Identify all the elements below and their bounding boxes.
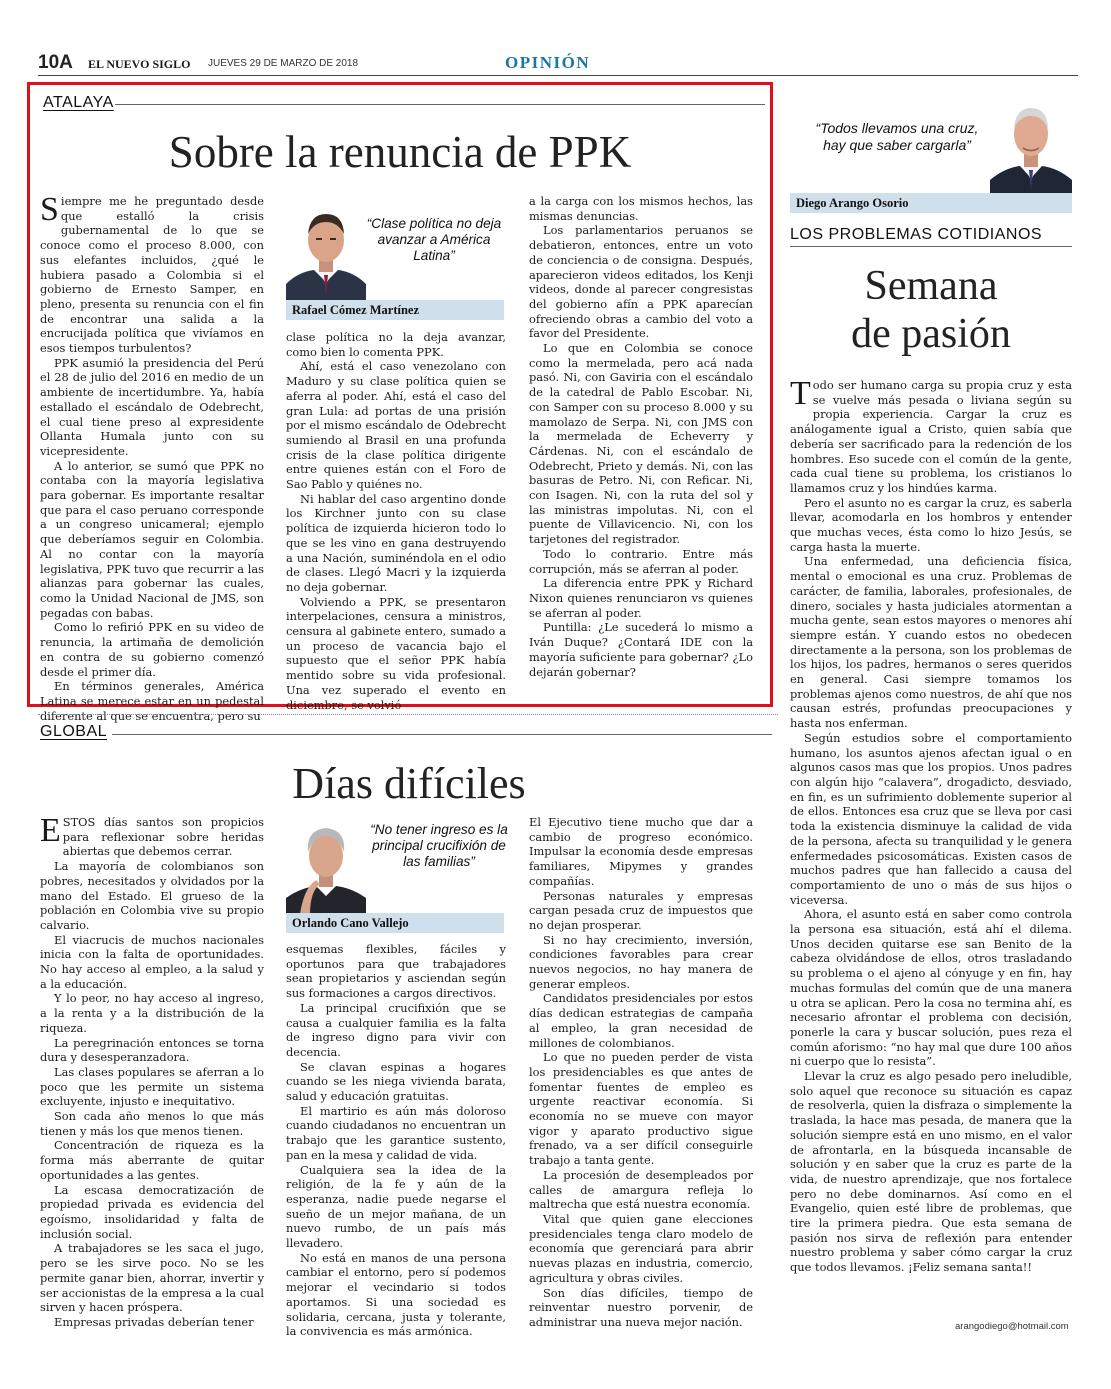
paragraph: Vital que quien gane elecciones presidenciales tenga claro modelo de economía que gerenciará para abrir nuevas plazas en industria, comercio, agricultura y obras civiles.	[529, 1211, 753, 1285]
title-line-1: Semana	[864, 263, 998, 309]
page-number: 10A	[38, 52, 73, 73]
title-line-2: de pasión	[851, 311, 1011, 357]
paragraph: La diferencia entre PPK y Richard Nixon quienes renunciaron vs quienes se aferran al poder.	[529, 576, 753, 620]
kicker-problemas-cotidianos: LOS PROBLEMAS COTIDIANOS	[790, 226, 1043, 243]
kicker-rule	[115, 104, 765, 105]
kicker-rule	[790, 246, 1072, 247]
section-divider	[38, 714, 778, 715]
pull-quote: “Clase política no deja avanzar a América Latina”	[366, 216, 502, 263]
paragraph: Ahora, el asunto está en saber como controla la persona esa situación, está ahí el dilema. Unos deciden quitarse ese san Benito de la cabeza olvidándose de ellos, otros trasladando su problema o el ajeno al cónyuge y en fin, hay muchas formulas del común que de una manera u otra se aplican. Pero la cosa no termina ahí, es necesario afrontar el problema con decisión, ponerle la cara y buscar solución, pues reza el común aforismo: “no hay mal que dure 100 años ni cuerpo que lo resista”.	[790, 907, 1072, 1069]
paragraph: Llevar la cruz es algo pesado pero ineludible, solo aquel que reconoce su situación es capaz de resolverla, quien la disfraza o simplemente la traslada, la hace mas pesada, de manera que la solución siempre está en uno mismo, en el valor de afrontarla, en la búsqueda incansable de solución y en saber que la cruz es parte de la vida, de nuestro aprendizaje, que nos fortalece pero no debe dominarnos. Así como en el Evangelio, quien esté libre de problemas, que tire la primera piedra. Que esta semana de pasión nos sirva de reflexión para entender nuestro problema y saber cómo cargar la cruz que todos llevamos. ¡Feliz semana santa!!	[790, 1069, 1072, 1275]
paragraph: Personas naturales y empresas cargan pesada cruz de impuestos que no dejan prosperar.	[529, 888, 753, 932]
author-photo	[990, 94, 1072, 194]
paragraph: Todo ser humano carga su propia cruz y esta se vuelve más pesada o liviana según su propia experiencia. Cargar la cruz es análogamente igual a Cristo, quien sabía que debería ser sacrificado para la redención de los hombres. Eso sucede con el común de la gente, cada cual tiene su problema, los cristianos lo llamamos cruz y los hindúes karma.	[790, 375, 1072, 495]
paragraph: Concentración de riqueza es la forma más aberrante de quitar oportunidades a las gentes.	[40, 1138, 264, 1182]
paragraph: No está en manos de una persona cambiar el entorno, pero sí podemos mejorar el vecindario si todos aportamos. Si una sociedad es solidaria, cercana, justa y tolerante, la convivencia es más armónica.	[286, 1250, 506, 1339]
kicker-global: GLOBAL	[40, 723, 108, 740]
paragraph: El viacrucis de muchos nacionales inicia con la falta de oportunidades. No hay acceso al empleo, a la salud y a la educación.	[40, 932, 264, 991]
author-photo	[286, 202, 366, 300]
paragraph: Una enfermedad, una deficiencia física, mental o emocional es una cruz. Problemas de carácter, de familia, laborales, profesionales, de dinero, sociales y hasta judiciales atormentan a mucha gente, sean estos mayores o menores ahí siempre están. Y cuando estos no obedecen directamente a la persona, son los problemas de los hijos, los padres, hermanos o seres queridos en general. Casi siempre tomamos los problemas ajenos como nuestros, de ahí que nos causan estrés, profundas preocupaciones y hasta nos enferman.	[790, 554, 1072, 731]
issue-date: JUEVES 29 DE MARZO DE 2018	[208, 58, 359, 69]
paragraph: Todo lo contrario. Entre más corrupción, más se aferran al poder.	[529, 546, 753, 576]
article-title: Sobre la renuncia de PPK	[168, 127, 632, 177]
paragraph: La peregrinación entonces se torna dura y desesperanzadora.	[40, 1035, 264, 1065]
author-portrait-icon	[286, 202, 366, 300]
article1-column-2	[286, 330, 506, 712]
paragraph: A lo anterior, se sumó que PPK no contaba con la mayoría legislativa para gobernar. Es importante resaltar que para el caso peruano corresponde a un congreso unicameral; ejemplo que deberíamos seguir en Colombia. Al no contar con la mayoría legislativa, PPK tuvo que recurrir a las alianzas para gobernar las cuales, como la Unidad Nacional de JMS, son pegadas con babas.	[40, 458, 264, 620]
paragraph: Los parlamentarios peruanos se debatieron, entonces, entre un voto de conciencia o de consigna. Después, aparecieron videos editados, los Kenji videos, donde al parecer congresistas del gobierno afín a PPK aparecían ofreciendo obras a cambio del voto a favor del Presidente.	[529, 223, 753, 341]
paragraph: esquemas flexibles, fáciles y oportunos para que trabajadores sean propietarios y asciendan según sus formaciones a cargos directivos.	[286, 942, 506, 1001]
paragraph: a la carga con los mismos hechos, las mismas denuncias.	[529, 194, 753, 223]
paragraph: Pero el asunto no es cargar la cruz, es saberla llevar, acomodarla en los hombros y entender que muchas veces, ésta como lo hizo Jesús, se carga hasta la muerte.	[790, 495, 1072, 554]
paragraph: Volviendo a PPK, se presentaron interpelaciones, censura a ministros, censura al gabinete entero, sumado a un proceso de vacancia bajo el supuesto que el señor PPK había mentido sobre su vida profesional. Una vez superado el evento en diciembre, se volvió	[286, 594, 506, 712]
pull-quote: “Todos llevamos una cruz, hay que saber cargarla”	[815, 120, 979, 153]
paragraph: Son cada año menos lo que más tienen y más los que menos tienen.	[40, 1109, 264, 1138]
paragraph: Según estudios sobre el comportamiento humano, los asuntos ajenos afectan igual o en algunos casos mas que los propios. Unos padres con algún hijo “calavera”, drogadicto, desviado, en fin, es un sufrimiento doblemente superior al de ellos. Entonces esa cruz que se lleva por casi toda la existencia disminuye la calidad de vida de la persona, afecta su tranquilidad y le genera enfermedades psicosomáticas. Existen casos de muchos padres que han fallecido a causa del comportamiento de uno o más de sus hijos o viceversa.	[790, 730, 1072, 907]
paragraph: La escasa democratización de propiedad privada es evidencia del egoísmo, insolidaridad y falta de inclusión social.	[40, 1182, 264, 1241]
paragraph: Se clavan espinas a hogares cuando se les niega vivienda barata, salud y educación gratuitas.	[286, 1059, 506, 1104]
page-header	[38, 52, 1078, 76]
article3-column-2	[286, 942, 506, 1339]
paragraph: Cualquiera sea la idea de la religión, de la fe y aún de la esperanza, nadie puede negarse el sueño de un mejor mañana, de un nuevo rumbo, de un país más llevadero.	[286, 1162, 506, 1251]
article1-column-1	[40, 191, 264, 723]
paragraph: En términos generales, América Latina se merece estar en un pedestal diferente al que se encuentra, pero su	[40, 679, 264, 723]
paragraph: La procesión de desempleados por calles de amargura refleja lo maltrecha que está nuestra economía.	[529, 1167, 753, 1212]
author-name: Rafael Cómez Martínez	[286, 300, 504, 320]
paragraph: La mayoría de colombianos son pobres, necesitados y olvidados por la mano del Estado. El grueso de la población en Colombia vive su propio calvario.	[40, 859, 264, 932]
paragraph: La principal crucifixión que se causa a cualquier familia es la falta de ingreso digno para vivir con decencia.	[286, 1000, 506, 1059]
paragraph: Empresas privadas deberían tener	[54, 1314, 254, 1329]
paragraph: Lo que en Colombia se conoce como la mermelada, pero acá nada pasó. Ni, con Gaviria con el escándalo de la catedral de Pablo Escobar. Ni, con Samper con su proceso 8.000 y su mamolazo de Serpa. Ni, con JMS con la mermelada de Echeverry y Cárdenas. Ni, con el escándalo de Odebrecht, Prieto y demás. Ni, con las basuras de Petro. Ni, con Reficar. Ni, con Isagen. Ni, con la ruta del sol y las ministras impolutas. Ni, con el puente de Villavicencio. Ni, con los tarjetones del registrador.	[529, 341, 753, 547]
article-title: Días difíciles	[292, 759, 526, 808]
article3-column-3	[529, 815, 753, 1335]
paragraph: Lo que no pueden perder de vista los presidenciables es que antes de fomentar fuentes de empleo es urgente reactivar economía. Si economía no se mueve con mayor vigor y aparato productivo sigue frenado, va a ser difícil conseguirle trabajo a tanta gente.	[529, 1050, 753, 1168]
article3-column-1	[40, 812, 264, 1335]
paragraph: PPK asumió la presidencia del Perú el 28 de julio del 2016 en medio de un ambiente de incertidumbre. Ya, había estallado el escándalo de Odebrecht, el cual tiene preso al expresidente Ollanta Humala junto con su vicepresidente.	[40, 355, 264, 458]
author-portrait-icon	[286, 818, 366, 914]
article2-body	[790, 375, 1072, 1314]
author-photo	[286, 818, 366, 914]
author-email: arangodiego@hotmail.com	[955, 1321, 1069, 1332]
article-title	[790, 262, 1072, 358]
author-name: Orlando Cano Vallejo	[286, 913, 504, 933]
paragraph: Candidatos presidenciales por estos días dedican estrategias de campaña al empleo, la gran necesidad de millones de colombianos.	[529, 991, 753, 1050]
author-portrait-icon	[990, 94, 1072, 194]
paragraph: El Ejecutivo tiene mucho que dar a cambio de progreso económico. Impulsar la economía desde empresas familiares, Mipymes y grandes compañías.	[529, 815, 753, 888]
paragraph: Puntilla: ¿Le sucederá lo mismo a Iván Duque? ¿Contará IDE con la mayoría suficiente para gobernar? ¿Lo dejarán gobernar?	[529, 620, 753, 679]
newspaper-name: EL NUEVO SIGLO	[88, 57, 191, 71]
paragraph: Y lo peor, no hay acceso al ingreso, a la renta y a la distribución de la riqueza.	[40, 991, 264, 1035]
paragraph: Las clases populares se aferran a lo poco que les permite un sistema excluyente, injusto e inequitativo.	[40, 1064, 264, 1109]
paragraph: El martirio es aún más doloroso cuando ciudadanos no encuentran un trabajo que les garantice sustento, pan en la mesa y calidad de vida.	[286, 1103, 506, 1162]
kicker-atalaya: ATALAYA	[43, 94, 114, 111]
paragraph: Son días difíciles, tiempo de reinventar nuestro porvenir, de administrar una nueva mejor nación.	[529, 1285, 753, 1329]
paragraph: Si no hay crecimiento, inversión, condiciones favorables para crear nuevos negocios, no hay manera de generar empleos.	[529, 932, 753, 991]
paragraph: Siempre me he preguntado desde que estalló la crisis gubernamental de lo que se conoce como el proceso 8.000, con sus elefantes incluidos, ¿qué le hubiera pasado a Colombia si el gobierno de Ernesto Samper, en pleno, presenta su renuncia con el fin de encontrar una salida a la encrucijada política que vivíamos en esos tiempos turbulentos?	[40, 191, 264, 356]
section-title: OPINIÓN	[505, 53, 591, 72]
paragraph: Ahí, está el caso venezolano con Maduro y su clase política quien se aferra al poder. Ahí, está el caso del gran Lula: ad portas de una prisión por el mismo escándalo de Odebrecht sumiendo al Brasil en una profunda crisis de la clase política dirigente entre quienes están con el Foro de Sao Pablo y quiénes no.	[286, 359, 506, 492]
kicker-rule	[112, 734, 772, 735]
article1-column-3	[529, 194, 753, 696]
paragraph: Como lo refirió PPK en su video de renuncia, la artimaña de demolición en contra de su gobierno comenzó desde el primer día.	[40, 620, 264, 679]
author-name: Diego Arango Osorio	[790, 193, 1072, 213]
paragraph: A trabajadores se les saca el jugo, pero se les sirve poco. No se les permite ganar bien, ahorrar, invertir y ser accionistas de la empresa a la cual sirven y hacen próspera.	[40, 1241, 264, 1315]
pull-quote: “No tener ingreso es la principal crucifixión de las familias”	[370, 822, 508, 869]
paragraph: clase política no la deja avanzar, como bien lo comenta PPK.	[286, 330, 506, 359]
paragraph: Ni hablar del caso argentino donde los Kirchner junto con su clase política de izquierda hicieron todo lo que se les vino en gana destruyendo a una Nación, suminéndola en el odio de clases. Llegó Macri y la izquierda no deja gobernar.	[286, 491, 506, 594]
paragraph: ESTOS días santos son propicios para reflexionar sobre heridas abiertas que debemos cerrar.	[40, 812, 264, 859]
